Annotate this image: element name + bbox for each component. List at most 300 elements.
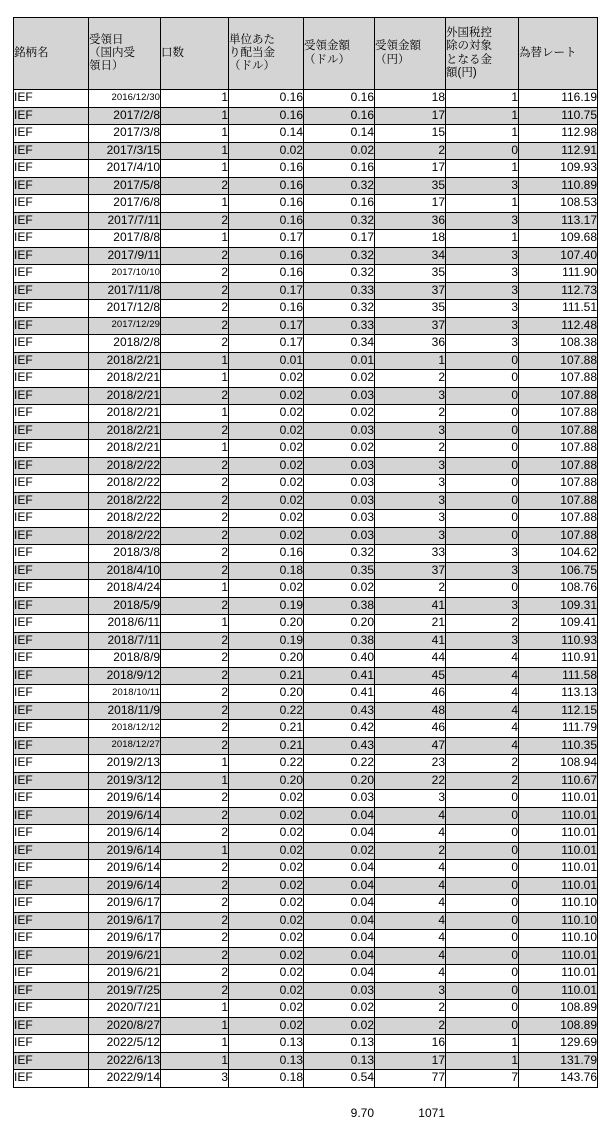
cell-dividend-per-unit[interactable]: 0.02 <box>229 947 304 965</box>
cell-dividend-per-unit[interactable]: 0.21 <box>229 667 304 685</box>
cell-dividend-per-unit[interactable]: 0.19 <box>229 597 304 615</box>
cell-foreign-tax-credit[interactable]: 2 <box>446 772 519 790</box>
cell-units[interactable]: 1 <box>161 615 229 633</box>
cell-stock-name[interactable]: IEF <box>14 125 89 143</box>
cell-amount-jpy[interactable]: 2 <box>375 1017 446 1035</box>
cell-exchange-rate[interactable]: 110.01 <box>519 947 598 965</box>
cell-exchange-rate[interactable]: 110.01 <box>519 982 598 1000</box>
cell-stock-name[interactable]: IEF <box>14 562 89 580</box>
cell-stock-name[interactable]: IEF <box>14 597 89 615</box>
cell-amount-usd[interactable]: 0.54 <box>304 1070 375 1088</box>
cell-exchange-rate[interactable]: 110.01 <box>519 825 598 843</box>
cell-amount-usd[interactable]: 0.14 <box>304 125 375 143</box>
cell-amount-usd[interactable]: 0.32 <box>304 300 375 318</box>
table-row[interactable] <box>14 860 598 878</box>
cell-amount-usd[interactable]: 0.40 <box>304 650 375 668</box>
cell-amount-jpy[interactable]: 41 <box>375 597 446 615</box>
cell-dividend-per-unit[interactable]: 0.13 <box>229 1035 304 1053</box>
cell-dividend-per-unit[interactable]: 0.18 <box>229 1070 304 1088</box>
cell-foreign-tax-credit[interactable]: 4 <box>446 720 519 738</box>
cell-stock-name[interactable]: IEF <box>14 1052 89 1070</box>
cell-exchange-rate[interactable]: 110.10 <box>519 930 598 948</box>
cell-exchange-rate[interactable]: 108.94 <box>519 755 598 773</box>
cell-dividend-per-unit[interactable]: 0.02 <box>229 877 304 895</box>
cell-units[interactable]: 2 <box>161 247 229 265</box>
table-row[interactable] <box>14 1052 598 1070</box>
cell-foreign-tax-credit[interactable]: 0 <box>446 790 519 808</box>
cell-dividend-per-unit[interactable]: 0.02 <box>229 825 304 843</box>
cell-exchange-rate[interactable]: 110.67 <box>519 772 598 790</box>
cell-units[interactable]: 1 <box>161 842 229 860</box>
table-row[interactable] <box>14 895 598 913</box>
cell-exchange-rate[interactable]: 112.15 <box>519 702 598 720</box>
cell-receipt-date[interactable]: 2018/2/22 <box>89 475 161 493</box>
cell-receipt-date[interactable]: 2017/5/8 <box>89 177 161 195</box>
cell-amount-usd[interactable]: 0.03 <box>304 422 375 440</box>
cell-stock-name[interactable]: IEF <box>14 790 89 808</box>
table-row[interactable] <box>14 877 598 895</box>
cell-units[interactable]: 2 <box>161 807 229 825</box>
cell-receipt-date[interactable]: 2018/9/12 <box>89 667 161 685</box>
cell-receipt-date[interactable]: 2018/7/11 <box>89 632 161 650</box>
cell-units[interactable]: 2 <box>161 632 229 650</box>
cell-units[interactable]: 2 <box>161 947 229 965</box>
cell-receipt-date[interactable]: 2017/9/11 <box>89 247 161 265</box>
cell-stock-name[interactable]: IEF <box>14 720 89 738</box>
cell-exchange-rate[interactable]: 110.01 <box>519 860 598 878</box>
cell-dividend-per-unit[interactable]: 0.21 <box>229 737 304 755</box>
cell-receipt-date[interactable]: 2018/4/24 <box>89 580 161 598</box>
cell-units[interactable]: 2 <box>161 265 229 283</box>
cell-amount-jpy[interactable]: 48 <box>375 702 446 720</box>
cell-stock-name[interactable]: IEF <box>14 405 89 423</box>
cell-dividend-per-unit[interactable]: 0.02 <box>229 440 304 458</box>
cell-amount-usd[interactable]: 0.04 <box>304 947 375 965</box>
cell-foreign-tax-credit[interactable]: 0 <box>446 895 519 913</box>
cell-foreign-tax-credit[interactable]: 0 <box>446 982 519 1000</box>
table-row[interactable] <box>14 282 598 300</box>
cell-units[interactable]: 1 <box>161 142 229 160</box>
cell-amount-jpy[interactable]: 2 <box>375 842 446 860</box>
table-row[interactable] <box>14 615 598 633</box>
cell-exchange-rate[interactable]: 111.79 <box>519 720 598 738</box>
cell-exchange-rate[interactable]: 108.76 <box>519 580 598 598</box>
cell-receipt-date[interactable]: 2022/6/13 <box>89 1052 161 1070</box>
table-row[interactable] <box>14 755 598 773</box>
cell-receipt-date[interactable]: 2019/3/12 <box>89 772 161 790</box>
cell-stock-name[interactable]: IEF <box>14 772 89 790</box>
cell-amount-jpy[interactable]: 3 <box>375 492 446 510</box>
cell-stock-name[interactable]: IEF <box>14 422 89 440</box>
cell-receipt-date[interactable]: 2018/10/11 <box>89 685 161 703</box>
cell-stock-name[interactable]: IEF <box>14 90 89 108</box>
cell-exchange-rate[interactable]: 107.88 <box>519 405 598 423</box>
cell-foreign-tax-credit[interactable]: 0 <box>446 510 519 528</box>
cell-stock-name[interactable]: IEF <box>14 737 89 755</box>
cell-receipt-date[interactable]: 2018/4/10 <box>89 562 161 580</box>
cell-units[interactable]: 1 <box>161 755 229 773</box>
cell-units[interactable]: 1 <box>161 405 229 423</box>
cell-exchange-rate[interactable]: 109.31 <box>519 597 598 615</box>
cell-amount-usd[interactable]: 0.41 <box>304 667 375 685</box>
cell-exchange-rate[interactable]: 110.89 <box>519 177 598 195</box>
cell-foreign-tax-credit[interactable]: 0 <box>446 930 519 948</box>
cell-foreign-tax-credit[interactable]: 1 <box>446 107 519 125</box>
cell-stock-name[interactable]: IEF <box>14 265 89 283</box>
cell-receipt-date[interactable]: 2022/9/14 <box>89 1070 161 1088</box>
cell-exchange-rate[interactable]: 108.53 <box>519 195 598 213</box>
cell-amount-usd[interactable]: 0.02 <box>304 405 375 423</box>
cell-units[interactable]: 2 <box>161 510 229 528</box>
cell-receipt-date[interactable]: 2019/6/21 <box>89 965 161 983</box>
cell-stock-name[interactable]: IEF <box>14 177 89 195</box>
cell-exchange-rate[interactable]: 113.17 <box>519 212 598 230</box>
column-header-units[interactable] <box>161 18 229 90</box>
cell-foreign-tax-credit[interactable]: 3 <box>446 545 519 563</box>
table-row[interactable] <box>14 370 598 388</box>
cell-amount-usd[interactable]: 0.16 <box>304 160 375 178</box>
cell-amount-usd[interactable]: 0.02 <box>304 1017 375 1035</box>
cell-dividend-per-unit[interactable]: 0.19 <box>229 632 304 650</box>
cell-amount-jpy[interactable]: 3 <box>375 790 446 808</box>
cell-amount-usd[interactable]: 0.02 <box>304 1000 375 1018</box>
cell-exchange-rate[interactable]: 112.91 <box>519 142 598 160</box>
cell-stock-name[interactable]: IEF <box>14 370 89 388</box>
cell-foreign-tax-credit[interactable]: 7 <box>446 1070 519 1088</box>
cell-amount-usd[interactable]: 0.13 <box>304 1052 375 1070</box>
cell-amount-jpy[interactable]: 21 <box>375 615 446 633</box>
cell-exchange-rate[interactable]: 116.19 <box>519 90 598 108</box>
cell-receipt-date[interactable]: 2019/6/14 <box>89 825 161 843</box>
cell-exchange-rate[interactable]: 107.88 <box>519 527 598 545</box>
cell-receipt-date[interactable]: 2018/3/8 <box>89 545 161 563</box>
cell-amount-usd[interactable]: 0.38 <box>304 632 375 650</box>
table-row[interactable] <box>14 842 598 860</box>
cell-amount-jpy[interactable]: 17 <box>375 107 446 125</box>
cell-receipt-date[interactable]: 2018/2/22 <box>89 527 161 545</box>
cell-amount-jpy[interactable]: 3 <box>375 510 446 528</box>
cell-amount-usd[interactable]: 0.03 <box>304 475 375 493</box>
cell-dividend-per-unit[interactable]: 0.02 <box>229 492 304 510</box>
cell-units[interactable]: 1 <box>161 1035 229 1053</box>
cell-stock-name[interactable]: IEF <box>14 230 89 248</box>
cell-units[interactable]: 2 <box>161 282 229 300</box>
cell-exchange-rate[interactable]: 110.93 <box>519 632 598 650</box>
cell-receipt-date[interactable]: 2018/12/27 <box>89 737 161 755</box>
cell-amount-usd[interactable]: 0.02 <box>304 842 375 860</box>
table-row[interactable] <box>14 440 598 458</box>
cell-amount-jpy[interactable]: 16 <box>375 1035 446 1053</box>
cell-dividend-per-unit[interactable]: 0.20 <box>229 615 304 633</box>
cell-amount-jpy[interactable]: 2 <box>375 1000 446 1018</box>
cell-receipt-date[interactable]: 2017/3/15 <box>89 142 161 160</box>
cell-amount-jpy[interactable]: 4 <box>375 965 446 983</box>
cell-dividend-per-unit[interactable]: 0.16 <box>229 265 304 283</box>
cell-exchange-rate[interactable]: 111.58 <box>519 667 598 685</box>
cell-units[interactable]: 2 <box>161 212 229 230</box>
cell-amount-usd[interactable]: 0.03 <box>304 387 375 405</box>
cell-units[interactable]: 2 <box>161 667 229 685</box>
cell-receipt-date[interactable]: 2018/2/21 <box>89 370 161 388</box>
cell-amount-usd[interactable]: 0.02 <box>304 370 375 388</box>
cell-units[interactable]: 2 <box>161 930 229 948</box>
cell-exchange-rate[interactable]: 107.88 <box>519 457 598 475</box>
cell-stock-name[interactable]: IEF <box>14 457 89 475</box>
cell-receipt-date[interactable]: 2019/6/21 <box>89 947 161 965</box>
cell-units[interactable]: 2 <box>161 457 229 475</box>
cell-amount-jpy[interactable]: 2 <box>375 580 446 598</box>
cell-amount-jpy[interactable]: 4 <box>375 947 446 965</box>
cell-amount-jpy[interactable]: 35 <box>375 265 446 283</box>
cell-units[interactable]: 2 <box>161 790 229 808</box>
cell-foreign-tax-credit[interactable]: 0 <box>446 527 519 545</box>
table-row[interactable] <box>14 720 598 738</box>
table-row[interactable] <box>14 247 598 265</box>
cell-units[interactable]: 1 <box>161 195 229 213</box>
cell-dividend-per-unit[interactable]: 0.22 <box>229 755 304 773</box>
cell-amount-usd[interactable]: 0.34 <box>304 335 375 353</box>
cell-receipt-date[interactable]: 2018/12/12 <box>89 720 161 738</box>
cell-dividend-per-unit[interactable]: 0.16 <box>229 177 304 195</box>
table-row[interactable] <box>14 545 598 563</box>
cell-receipt-date[interactable]: 2017/4/10 <box>89 160 161 178</box>
cell-exchange-rate[interactable]: 112.98 <box>519 125 598 143</box>
cell-units[interactable]: 1 <box>161 1052 229 1070</box>
cell-foreign-tax-credit[interactable]: 1 <box>446 1035 519 1053</box>
cell-dividend-per-unit[interactable]: 0.02 <box>229 790 304 808</box>
table-row[interactable] <box>14 667 598 685</box>
cell-stock-name[interactable]: IEF <box>14 842 89 860</box>
cell-foreign-tax-credit[interactable]: 0 <box>446 842 519 860</box>
cell-units[interactable]: 2 <box>161 825 229 843</box>
cell-amount-usd[interactable]: 0.02 <box>304 580 375 598</box>
cell-dividend-per-unit[interactable]: 0.20 <box>229 650 304 668</box>
cell-amount-usd[interactable]: 0.32 <box>304 177 375 195</box>
column-header-stock-name[interactable] <box>14 18 89 90</box>
cell-exchange-rate[interactable]: 107.88 <box>519 370 598 388</box>
table-row[interactable] <box>14 177 598 195</box>
cell-receipt-date[interactable]: 2017/7/11 <box>89 212 161 230</box>
cell-amount-usd[interactable]: 0.04 <box>304 860 375 878</box>
cell-units[interactable]: 1 <box>161 440 229 458</box>
cell-amount-usd[interactable]: 0.03 <box>304 527 375 545</box>
cell-foreign-tax-credit[interactable]: 2 <box>446 615 519 633</box>
cell-amount-usd[interactable]: 0.17 <box>304 230 375 248</box>
cell-dividend-per-unit[interactable]: 0.02 <box>229 142 304 160</box>
cell-exchange-rate[interactable]: 110.10 <box>519 895 598 913</box>
cell-foreign-tax-credit[interactable]: 0 <box>446 965 519 983</box>
cell-amount-jpy[interactable]: 2 <box>375 440 446 458</box>
cell-amount-usd[interactable]: 0.42 <box>304 720 375 738</box>
cell-units[interactable]: 2 <box>161 422 229 440</box>
cell-stock-name[interactable]: IEF <box>14 527 89 545</box>
cell-units[interactable]: 1 <box>161 107 229 125</box>
cell-foreign-tax-credit[interactable]: 3 <box>446 247 519 265</box>
cell-stock-name[interactable]: IEF <box>14 492 89 510</box>
cell-stock-name[interactable]: IEF <box>14 160 89 178</box>
cell-units[interactable]: 2 <box>161 912 229 930</box>
cell-foreign-tax-credit[interactable]: 3 <box>446 632 519 650</box>
cell-stock-name[interactable]: IEF <box>14 1000 89 1018</box>
cell-amount-usd[interactable]: 0.02 <box>304 142 375 160</box>
cell-amount-jpy[interactable]: 2 <box>375 142 446 160</box>
cell-receipt-date[interactable]: 2018/11/9 <box>89 702 161 720</box>
cell-exchange-rate[interactable]: 131.79 <box>519 1052 598 1070</box>
cell-amount-usd[interactable]: 0.04 <box>304 877 375 895</box>
table-row[interactable] <box>14 632 598 650</box>
cell-foreign-tax-credit[interactable]: 0 <box>446 142 519 160</box>
table-row[interactable] <box>14 90 598 108</box>
cell-receipt-date[interactable]: 2019/6/17 <box>89 895 161 913</box>
cell-exchange-rate[interactable]: 111.51 <box>519 300 598 318</box>
cell-dividend-per-unit[interactable]: 0.02 <box>229 912 304 930</box>
cell-dividend-per-unit[interactable]: 0.17 <box>229 282 304 300</box>
cell-amount-jpy[interactable]: 17 <box>375 160 446 178</box>
cell-dividend-per-unit[interactable]: 0.16 <box>229 247 304 265</box>
cell-foreign-tax-credit[interactable]: 0 <box>446 387 519 405</box>
cell-units[interactable]: 1 <box>161 90 229 108</box>
table-row[interactable] <box>14 125 598 143</box>
cell-amount-jpy[interactable]: 35 <box>375 300 446 318</box>
cell-foreign-tax-credit[interactable]: 3 <box>446 265 519 283</box>
cell-stock-name[interactable]: IEF <box>14 440 89 458</box>
cell-dividend-per-unit[interactable]: 0.01 <box>229 352 304 370</box>
cell-foreign-tax-credit[interactable]: 4 <box>446 667 519 685</box>
cell-dividend-per-unit[interactable]: 0.02 <box>229 370 304 388</box>
cell-foreign-tax-credit[interactable]: 1 <box>446 195 519 213</box>
cell-dividend-per-unit[interactable]: 0.14 <box>229 125 304 143</box>
cell-units[interactable]: 2 <box>161 475 229 493</box>
cell-units[interactable]: 2 <box>161 562 229 580</box>
cell-units[interactable]: 2 <box>161 317 229 335</box>
cell-exchange-rate[interactable]: 113.13 <box>519 685 598 703</box>
cell-exchange-rate[interactable]: 111.90 <box>519 265 598 283</box>
cell-dividend-per-unit[interactable]: 0.02 <box>229 965 304 983</box>
cell-receipt-date[interactable]: 2017/8/8 <box>89 230 161 248</box>
cell-stock-name[interactable]: IEF <box>14 282 89 300</box>
cell-exchange-rate[interactable]: 129.69 <box>519 1035 598 1053</box>
cell-amount-jpy[interactable]: 23 <box>375 755 446 773</box>
cell-receipt-date[interactable]: 2018/8/9 <box>89 650 161 668</box>
cell-exchange-rate[interactable]: 110.35 <box>519 737 598 755</box>
table-row[interactable] <box>14 702 598 720</box>
cell-exchange-rate[interactable]: 143.76 <box>519 1070 598 1088</box>
cell-stock-name[interactable]: IEF <box>14 615 89 633</box>
cell-stock-name[interactable]: IEF <box>14 300 89 318</box>
table-row[interactable] <box>14 965 598 983</box>
cell-foreign-tax-credit[interactable]: 1 <box>446 230 519 248</box>
cell-stock-name[interactable]: IEF <box>14 335 89 353</box>
cell-foreign-tax-credit[interactable]: 0 <box>446 825 519 843</box>
table-row[interactable] <box>14 562 598 580</box>
cell-stock-name[interactable]: IEF <box>14 755 89 773</box>
cell-exchange-rate[interactable]: 110.75 <box>519 107 598 125</box>
cell-exchange-rate[interactable]: 107.40 <box>519 247 598 265</box>
table-row[interactable] <box>14 352 598 370</box>
cell-amount-jpy[interactable]: 47 <box>375 737 446 755</box>
cell-foreign-tax-credit[interactable]: 0 <box>446 807 519 825</box>
cell-amount-jpy[interactable]: 2 <box>375 405 446 423</box>
cell-amount-jpy[interactable]: 4 <box>375 895 446 913</box>
cell-amount-jpy[interactable]: 15 <box>375 125 446 143</box>
cell-amount-usd[interactable]: 0.20 <box>304 615 375 633</box>
cell-units[interactable]: 1 <box>161 370 229 388</box>
cell-foreign-tax-credit[interactable]: 0 <box>446 405 519 423</box>
cell-receipt-date[interactable]: 2018/2/21 <box>89 440 161 458</box>
cell-dividend-per-unit[interactable]: 0.02 <box>229 860 304 878</box>
cell-amount-usd[interactable]: 0.03 <box>304 790 375 808</box>
cell-exchange-rate[interactable]: 112.48 <box>519 317 598 335</box>
cell-amount-jpy[interactable]: 37 <box>375 562 446 580</box>
cell-receipt-date[interactable]: 2018/2/22 <box>89 457 161 475</box>
cell-units[interactable]: 2 <box>161 300 229 318</box>
column-header-dividend-per-unit[interactable] <box>229 18 304 90</box>
cell-dividend-per-unit[interactable]: 0.17 <box>229 230 304 248</box>
cell-receipt-date[interactable]: 2018/2/21 <box>89 405 161 423</box>
cell-foreign-tax-credit[interactable]: 0 <box>446 877 519 895</box>
cell-stock-name[interactable]: IEF <box>14 667 89 685</box>
cell-amount-jpy[interactable]: 37 <box>375 282 446 300</box>
cell-amount-usd[interactable]: 0.16 <box>304 107 375 125</box>
table-row[interactable] <box>14 317 598 335</box>
cell-stock-name[interactable]: IEF <box>14 632 89 650</box>
cell-foreign-tax-credit[interactable]: 0 <box>446 947 519 965</box>
table-row[interactable] <box>14 405 598 423</box>
cell-stock-name[interactable]: IEF <box>14 510 89 528</box>
table-row[interactable] <box>14 580 598 598</box>
cell-foreign-tax-credit[interactable]: 3 <box>446 597 519 615</box>
cell-receipt-date[interactable]: 2019/6/17 <box>89 930 161 948</box>
cell-dividend-per-unit[interactable]: 0.02 <box>229 842 304 860</box>
cell-receipt-date[interactable]: 2018/2/8 <box>89 335 161 353</box>
cell-stock-name[interactable]: IEF <box>14 912 89 930</box>
cell-units[interactable]: 2 <box>161 650 229 668</box>
cell-stock-name[interactable]: IEF <box>14 807 89 825</box>
cell-units[interactable]: 2 <box>161 387 229 405</box>
cell-foreign-tax-credit[interactable]: 0 <box>446 860 519 878</box>
column-header-amount-usd[interactable] <box>304 18 375 90</box>
cell-receipt-date[interactable]: 2018/2/22 <box>89 510 161 528</box>
cell-stock-name[interactable]: IEF <box>14 545 89 563</box>
cell-units[interactable]: 1 <box>161 125 229 143</box>
cell-receipt-date[interactable]: 2019/7/25 <box>89 982 161 1000</box>
cell-foreign-tax-credit[interactable]: 0 <box>446 457 519 475</box>
cell-stock-name[interactable]: IEF <box>14 1017 89 1035</box>
cell-dividend-per-unit[interactable]: 0.16 <box>229 300 304 318</box>
cell-amount-jpy[interactable]: 3 <box>375 457 446 475</box>
cell-receipt-date[interactable]: 2017/2/8 <box>89 107 161 125</box>
cell-stock-name[interactable]: IEF <box>14 860 89 878</box>
table-row[interactable] <box>14 650 598 668</box>
cell-dividend-per-unit[interactable]: 0.02 <box>229 895 304 913</box>
cell-stock-name[interactable]: IEF <box>14 930 89 948</box>
cell-exchange-rate[interactable]: 110.01 <box>519 965 598 983</box>
cell-amount-jpy[interactable]: 3 <box>375 422 446 440</box>
table-row[interactable] <box>14 790 598 808</box>
cell-stock-name[interactable]: IEF <box>14 580 89 598</box>
cell-amount-usd[interactable]: 0.04 <box>304 930 375 948</box>
cell-dividend-per-unit[interactable]: 0.02 <box>229 405 304 423</box>
cell-amount-jpy[interactable]: 37 <box>375 317 446 335</box>
cell-amount-usd[interactable]: 0.32 <box>304 247 375 265</box>
cell-units[interactable]: 1 <box>161 160 229 178</box>
cell-foreign-tax-credit[interactable]: 2 <box>446 755 519 773</box>
cell-dividend-per-unit[interactable]: 0.02 <box>229 510 304 528</box>
cell-stock-name[interactable]: IEF <box>14 825 89 843</box>
cell-amount-jpy[interactable]: 77 <box>375 1070 446 1088</box>
table-row[interactable] <box>14 825 598 843</box>
cell-amount-usd[interactable]: 0.03 <box>304 492 375 510</box>
